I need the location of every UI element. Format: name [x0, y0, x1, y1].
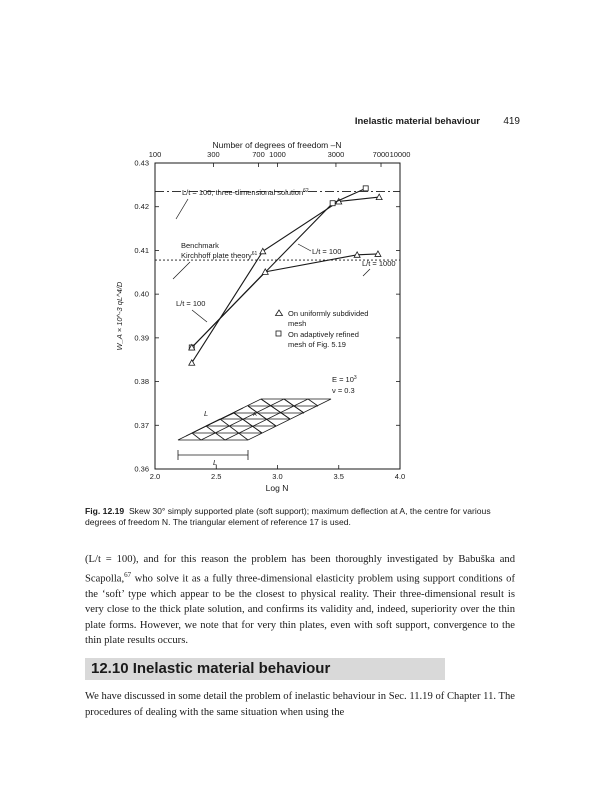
caption-label: Fig. 12.19 [85, 506, 125, 516]
x-tick-label: 4.0 [394, 472, 406, 481]
paragraph-1-ref: 67 [124, 570, 132, 579]
y-tick-label: 0.38 [134, 377, 149, 387]
series-point-triangle [260, 248, 266, 254]
top-tick-label: 700 [252, 150, 265, 159]
y-tick-label: 0.36 [134, 464, 149, 474]
series-line-1 [192, 188, 369, 347]
page-number: 419 [503, 116, 520, 127]
top-axis-title: Number of degrees of freedom –N [212, 140, 342, 150]
plate-diagonal [192, 433, 201, 440]
x-tick-label: 3.5 [333, 472, 344, 481]
skew-plate-drawing [178, 399, 331, 460]
annotation-three-d [182, 188, 309, 197]
annotation-three-d-ref: 62 [303, 188, 309, 194]
annotation-lt100-left: L/t = 100 [176, 299, 206, 308]
annotation-lt1000-right: L/t = 1000 [362, 259, 396, 268]
annotation-e-value [332, 375, 357, 384]
plate-diagonal [261, 399, 290, 419]
top-tick-label: 3000 [327, 150, 345, 159]
y-tick-label: 0.37 [134, 420, 149, 430]
deflection-chart [80, 133, 520, 503]
annotation-lt100-right-leader [298, 244, 311, 251]
series-point-square [330, 201, 335, 206]
section-title: 12.10 Inelastic material behaviour [91, 660, 331, 677]
paragraph-1-part2: who solve it as a fully three-dimensional elasticity problem using support conditions of the ‘soft’ type which appear to be the closest to physical reality. Their three-dimensional result is very close to the thick plate solution, and confirms its validity and, indeed, superiority over the thin plate forms. However, we note that for very thin plates, even with soft support, convergence to the thin plate results occurs. [85, 573, 515, 647]
series-point-square [363, 186, 368, 191]
top-tick-label: 100 [148, 150, 162, 159]
legend-adaptive-2: mesh of Fig. 5.19 [288, 340, 346, 349]
plate-outline [178, 399, 331, 440]
x-tick-label: 3.0 [272, 472, 283, 481]
y-tick-label: 0.40 [134, 289, 149, 299]
paragraph-2 [85, 689, 515, 720]
annotation-benchmark-leader [173, 262, 190, 279]
y-tick-label: 0.39 [134, 333, 149, 343]
paragraph-1 [85, 552, 515, 649]
y-tick-label: 0.43 [134, 158, 149, 168]
legend-uniform-2: mesh [288, 319, 307, 328]
y-tick-label: 0.41 [134, 245, 149, 255]
section-heading-bar [85, 658, 445, 680]
y-axis-title: W_A × 10^-3 qL^4/D [115, 281, 124, 351]
paragraph-1-part1: (L/t = 100), and for this reason the problem has been thoroughly investigated by Babuška and Scapolla, [85, 554, 515, 585]
plate-diagonal [234, 413, 262, 433]
figure-12-19 [80, 133, 520, 503]
figure-caption [85, 506, 515, 528]
annotation-lt1000-right-leader [363, 269, 370, 276]
plate-diagonal [308, 399, 318, 406]
annotation-nu-value: ν = 0.3 [332, 386, 355, 395]
page-header [80, 116, 520, 132]
legend-square-marker [276, 331, 281, 336]
x-axis-title: Log N [265, 483, 289, 493]
running-title: Inelastic material behaviour [354, 116, 480, 127]
legend-adaptive-1: On adaptively refined [288, 330, 359, 339]
top-tick-label: 300 [207, 150, 220, 159]
legend-triangle-marker [276, 310, 283, 316]
legend-uniform-1: On uniformly subdivided [288, 309, 369, 318]
caption-text: Skew 30° simply supported plate (soft support); maximum deflection at A, the centre for various degrees of freedom N. The triangular element of reference 17 is used. [85, 506, 491, 527]
annotation-three-d-text: L/t = 100, three-dimensional solution [182, 188, 304, 197]
annotation-three-d-leader [176, 199, 188, 219]
plate-diagonal [220, 419, 248, 440]
annotation-e-value-text: E = 10 [332, 375, 354, 384]
x-tick-label: 2.0 [149, 472, 161, 481]
series-point-triangle [189, 360, 195, 366]
annotation-benchmark-2 [181, 251, 258, 260]
annotation-benchmark-1: Benchmark [181, 241, 219, 250]
plate-label-l-bottom: L [213, 458, 218, 467]
paragraph-2-text: We have discussed in some detail the problem of inelastic behaviour in Sec. 11.19 of Chapter 11. The procedures of dealing with the same situation when using the [85, 691, 515, 718]
annotation-benchmark-2-text: Kirchhoff plate theory [181, 251, 252, 260]
plate-label-l-side: L [204, 409, 209, 418]
top-tick-label: 1000 [269, 150, 286, 159]
x-tick-label: 2.5 [211, 472, 222, 481]
y-tick-label: 0.42 [134, 202, 149, 212]
annotation-lt100-right: L/t = 100 [312, 247, 342, 256]
annotation-e-exp: 3 [353, 375, 357, 381]
annotation-benchmark-ref: 61 [251, 251, 258, 257]
top-tick-label: 7000 [372, 150, 390, 159]
top-tick-label: 10000 [389, 150, 411, 159]
annotation-lt100-left-leader [192, 310, 207, 322]
plate-label-a: A [253, 412, 257, 418]
